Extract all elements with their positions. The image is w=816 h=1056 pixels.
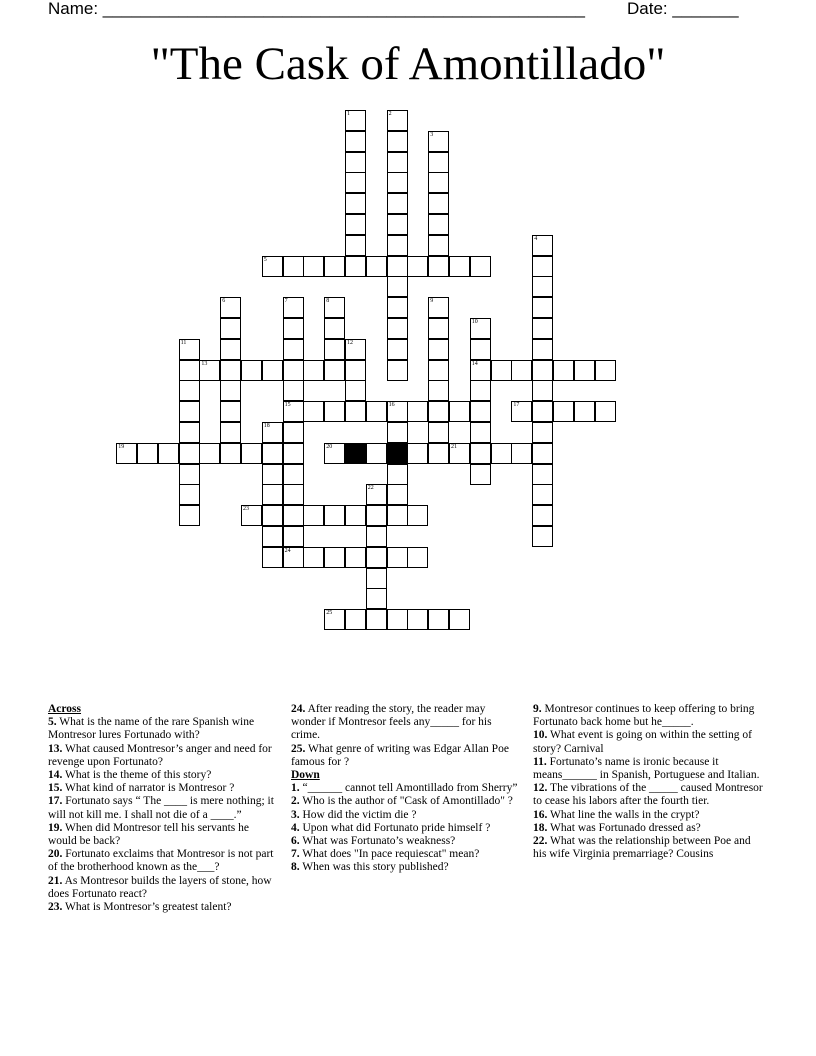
- clue-down-3: 3. How did the victim die ?: [291, 808, 417, 821]
- clue-across-17: 17. Fortunato says “ The ____ is mere nothing; it will not kill me. I shall not die of a ____.”: [48, 795, 274, 821]
- answer-cell[interactable]: [387, 339, 408, 360]
- answer-cell[interactable]: [345, 235, 366, 256]
- answer-cell[interactable]: [532, 505, 553, 526]
- answer-cell[interactable]: [179, 464, 200, 485]
- answer-cell[interactable]: [532, 297, 553, 318]
- answer-cell[interactable]: [387, 297, 408, 318]
- answer-cell[interactable]: [262, 547, 283, 568]
- answer-cell[interactable]: [220, 443, 241, 464]
- answer-cell[interactable]: [345, 401, 366, 422]
- answer-cell[interactable]: [262, 464, 283, 485]
- answer-cell[interactable]: [324, 339, 345, 360]
- clue-number: 23: [243, 506, 249, 513]
- answer-cell[interactable]: [387, 256, 408, 277]
- answer-cell[interactable]: [470, 339, 491, 360]
- answer-cell[interactable]: [428, 422, 449, 443]
- answer-cell[interactable]: [199, 443, 220, 464]
- clue-down-11: 11. Fortunato’s name is ironic because it means______ in Spanish, Portuguese and Italian.: [533, 755, 760, 782]
- answer-cell[interactable]: [262, 422, 283, 443]
- answer-cell[interactable]: [283, 339, 304, 360]
- answer-cell[interactable]: [387, 401, 408, 422]
- answer-cell[interactable]: [428, 172, 449, 193]
- shaded-cell: [387, 443, 408, 464]
- clue-across-5: 5. What is the name of the rare Spanish wine Montresor lures Fortunado with?: [48, 716, 255, 742]
- answer-cell[interactable]: [511, 360, 532, 381]
- answer-cell[interactable]: [387, 609, 408, 630]
- answer-cell[interactable]: [449, 443, 470, 464]
- answer-cell[interactable]: [387, 464, 408, 485]
- clue-number: 10: [471, 319, 478, 325]
- clue-number: 3: [430, 131, 434, 138]
- answer-cell[interactable]: [387, 110, 408, 131]
- answer-cell[interactable]: [283, 526, 304, 547]
- answer-cell[interactable]: [345, 360, 366, 381]
- answer-cell[interactable]: [428, 609, 449, 630]
- answer-cell[interactable]: [532, 235, 553, 256]
- clue-down-12: 12. The vibrations of the _____ caused Montresor to cease his labors after the fourth tier.: [533, 782, 763, 808]
- clue-across-14: 14. What is the theme of this story?: [48, 769, 212, 782]
- clue-down-9: 9. Montresor continues to keep offering to bring Fortunato back home but he_____.: [533, 703, 755, 729]
- answer-cell[interactable]: [262, 443, 283, 464]
- answer-cell[interactable]: [470, 443, 491, 464]
- answer-cell[interactable]: [532, 360, 553, 381]
- answer-cell[interactable]: [345, 339, 366, 360]
- answer-cell[interactable]: [428, 297, 449, 318]
- clue-down-6: 6. What was Fortunato’s weakness?: [291, 835, 456, 848]
- answer-cell[interactable]: [532, 443, 553, 464]
- answer-cell[interactable]: [303, 547, 324, 568]
- answer-cell[interactable]: [283, 401, 304, 422]
- clue-across-21: 21. As Montresor builds the layers of stone, how does Fortunato react?: [48, 874, 272, 900]
- clue-down-18: 18. What was Fortunado dressed as?: [533, 821, 701, 834]
- answer-cell[interactable]: [366, 443, 387, 464]
- answer-cell[interactable]: [324, 401, 345, 422]
- answer-cell[interactable]: [220, 339, 241, 360]
- answer-cell[interactable]: [345, 152, 366, 173]
- answer-cell[interactable]: [262, 505, 283, 526]
- answer-cell[interactable]: [428, 443, 449, 464]
- answer-cell[interactable]: [283, 443, 304, 464]
- answer-cell[interactable]: [241, 360, 262, 381]
- answer-cell[interactable]: [387, 360, 408, 381]
- answer-cell[interactable]: [387, 214, 408, 235]
- answer-cell[interactable]: [179, 422, 200, 443]
- answer-cell[interactable]: [324, 443, 345, 464]
- answer-cell[interactable]: [428, 401, 449, 422]
- answer-cell[interactable]: [345, 547, 366, 568]
- answer-cell[interactable]: [366, 588, 387, 609]
- clue-column-2: [291, 703, 519, 875]
- page-title: "The Cask of Amontillado": [150, 38, 666, 90]
- clue-number: 5: [263, 256, 267, 263]
- clue-number: 25: [326, 610, 333, 617]
- clue-across-25: 25. What genre of writing was Edgar Allan Poe famous for ?: [291, 742, 509, 768]
- clue-number: 22: [367, 485, 374, 492]
- answer-cell[interactable]: [345, 131, 366, 152]
- answer-cell[interactable]: [345, 505, 366, 526]
- answer-cell[interactable]: [345, 256, 366, 277]
- clue-down-8: 8. When was this story published?: [291, 861, 449, 874]
- clue-down-10: 10. What event is going on within the setting of story? Carnival: [533, 729, 752, 755]
- clue-number: 9: [430, 298, 434, 305]
- answer-cell[interactable]: [470, 401, 491, 422]
- answer-cell[interactable]: [387, 318, 408, 339]
- clue-across-24: 24. After reading the story, the reader may wonder if Montresor feels any_____ for his crime.: [291, 703, 492, 742]
- answer-cell[interactable]: [407, 505, 428, 526]
- answer-cell[interactable]: [303, 505, 324, 526]
- answer-cell[interactable]: [387, 276, 408, 297]
- answer-cell[interactable]: [532, 464, 553, 485]
- answer-cell[interactable]: [220, 422, 241, 443]
- answer-cell[interactable]: [283, 360, 304, 381]
- answer-cell[interactable]: [595, 401, 616, 422]
- clue-number: 6: [222, 298, 226, 305]
- answer-cell[interactable]: [345, 609, 366, 630]
- clue-down-2: 2. Who is the author of "Cask of Amontillado" ?: [291, 795, 513, 808]
- clue-number: 13: [201, 360, 208, 367]
- clue-down-4: 4. Upon what did Fortunato pride himself ?: [291, 821, 491, 834]
- answer-cell[interactable]: [470, 422, 491, 443]
- answer-cell[interactable]: [470, 380, 491, 401]
- answer-cell[interactable]: [366, 547, 387, 568]
- clue-across-15: 15. What kind of narrator is Montresor ?: [48, 782, 235, 795]
- answer-cell[interactable]: [532, 318, 553, 339]
- answer-cell[interactable]: [283, 505, 304, 526]
- answer-cell[interactable]: [553, 401, 574, 422]
- answer-cell[interactable]: [387, 547, 408, 568]
- answer-cell[interactable]: [179, 505, 200, 526]
- answer-cell[interactable]: [283, 464, 304, 485]
- answer-cell[interactable]: [574, 401, 595, 422]
- answer-cell[interactable]: [387, 152, 408, 173]
- answer-cell[interactable]: [428, 214, 449, 235]
- answer-cell[interactable]: [179, 360, 200, 381]
- clue-number: 14: [471, 360, 478, 367]
- answer-cell[interactable]: [532, 484, 553, 505]
- answer-cell[interactable]: [283, 318, 304, 339]
- answer-cell[interactable]: [366, 526, 387, 547]
- answer-cell[interactable]: [283, 422, 304, 443]
- down-heading: Down: [291, 769, 320, 782]
- answer-cell[interactable]: [283, 547, 304, 568]
- answer-cell[interactable]: [262, 484, 283, 505]
- answer-cell[interactable]: [407, 547, 428, 568]
- answer-cell[interactable]: [303, 401, 324, 422]
- clue-number: 8: [326, 298, 330, 305]
- clue-across-19: 19. When did Montresor tell his servants he would be back?: [48, 821, 250, 848]
- clue-number: 19: [118, 443, 125, 450]
- clue-number: 4: [534, 235, 538, 242]
- answer-cell[interactable]: [366, 401, 387, 422]
- answer-cell[interactable]: [303, 360, 324, 381]
- answer-cell[interactable]: [449, 401, 470, 422]
- clue-number: 11: [180, 339, 187, 346]
- answer-cell[interactable]: [324, 547, 345, 568]
- answer-cell[interactable]: [449, 609, 470, 630]
- answer-cell[interactable]: [283, 484, 304, 505]
- answer-cell[interactable]: [407, 256, 428, 277]
- clue-column-3: [533, 703, 765, 861]
- answer-cell[interactable]: [387, 235, 408, 256]
- name-field-label: Name: ___________________________________________________: [48, 0, 585, 18]
- shaded-cell: [345, 443, 366, 464]
- answer-cell[interactable]: [345, 172, 366, 193]
- answer-cell[interactable]: [324, 609, 345, 630]
- clue-column-1: [48, 703, 274, 914]
- answer-cell[interactable]: [491, 443, 512, 464]
- answer-cell[interactable]: [470, 318, 491, 339]
- answer-cell[interactable]: [387, 131, 408, 152]
- answer-cell[interactable]: [324, 360, 345, 381]
- answer-cell[interactable]: [407, 609, 428, 630]
- answer-cell[interactable]: [428, 193, 449, 214]
- answer-cell[interactable]: [387, 484, 408, 505]
- answer-cell[interactable]: [470, 464, 491, 485]
- answer-cell[interactable]: [532, 256, 553, 277]
- answer-cell[interactable]: [532, 380, 553, 401]
- answer-cell[interactable]: [283, 256, 304, 277]
- answer-cell[interactable]: [532, 339, 553, 360]
- answer-cell[interactable]: [428, 318, 449, 339]
- answer-cell[interactable]: [324, 256, 345, 277]
- clue-across-20: 20. Fortunato exclaims that Montresor is not part of the brotherhood known as the___?: [48, 848, 274, 874]
- answer-cell[interactable]: [220, 318, 241, 339]
- answer-cell[interactable]: [345, 193, 366, 214]
- answer-cell[interactable]: [532, 401, 553, 422]
- answer-cell[interactable]: [345, 110, 366, 131]
- answer-cell[interactable]: [511, 443, 532, 464]
- clue-down-7: 7. What does "In pace requiescat" mean?: [291, 848, 480, 861]
- answer-cell[interactable]: [220, 360, 241, 381]
- answer-cell[interactable]: [220, 297, 241, 318]
- answer-cell[interactable]: [283, 380, 304, 401]
- answer-cell[interactable]: [428, 256, 449, 277]
- clue-number: 17: [513, 402, 520, 409]
- answer-cell[interactable]: [428, 152, 449, 173]
- answer-cell[interactable]: [324, 505, 345, 526]
- answer-cell[interactable]: [241, 505, 262, 526]
- answer-cell[interactable]: [387, 172, 408, 193]
- answer-cell[interactable]: [366, 484, 387, 505]
- answer-cell[interactable]: [491, 360, 512, 381]
- answer-cell[interactable]: [366, 609, 387, 630]
- answer-cell[interactable]: [324, 318, 345, 339]
- answer-cell[interactable]: [532, 276, 553, 297]
- clue-number: 1: [347, 111, 350, 117]
- answer-cell[interactable]: [179, 484, 200, 505]
- answer-cell[interactable]: [366, 256, 387, 277]
- answer-cell[interactable]: [220, 380, 241, 401]
- answer-cell[interactable]: [428, 235, 449, 256]
- clue-number: 7: [284, 298, 288, 305]
- date-field-label: Date: _______: [627, 0, 739, 18]
- answer-cell[interactable]: [262, 360, 283, 381]
- answer-cell[interactable]: [262, 526, 283, 547]
- clue-number: 21: [451, 443, 457, 450]
- answer-cell[interactable]: [241, 443, 262, 464]
- answer-cell[interactable]: [179, 380, 200, 401]
- answer-cell[interactable]: [428, 131, 449, 152]
- answer-cell[interactable]: [407, 401, 428, 422]
- answer-cell[interactable]: [387, 193, 408, 214]
- clue-number: 12: [347, 339, 353, 346]
- clue-number: 2: [388, 111, 392, 117]
- answer-cell[interactable]: [262, 256, 283, 277]
- answer-cell[interactable]: [345, 380, 366, 401]
- answer-cell[interactable]: [179, 339, 200, 360]
- clue-number: 15: [284, 402, 291, 409]
- answer-cell[interactable]: [532, 526, 553, 547]
- answer-cell[interactable]: [179, 401, 200, 422]
- answer-cell[interactable]: [366, 505, 387, 526]
- answer-cell[interactable]: [303, 256, 324, 277]
- answer-cell[interactable]: [428, 380, 449, 401]
- clue-number: 20: [326, 443, 333, 450]
- answer-cell[interactable]: [553, 360, 574, 381]
- answer-cell[interactable]: [595, 360, 616, 381]
- clue-across-13: 13. What caused Montresor’s anger and need for revenge upon Fortunato?: [48, 742, 272, 768]
- answer-cell[interactable]: [428, 339, 449, 360]
- answer-cell[interactable]: [470, 256, 491, 277]
- clue-down-16: 16. What line the walls in the crypt?: [533, 808, 700, 821]
- answer-cell[interactable]: [511, 401, 532, 422]
- answer-cell[interactable]: [428, 360, 449, 381]
- answer-cell[interactable]: [199, 360, 220, 381]
- answer-cell[interactable]: [116, 443, 137, 464]
- answer-cell[interactable]: [366, 568, 387, 589]
- answer-cell[interactable]: [137, 443, 158, 464]
- answer-cell[interactable]: [449, 256, 470, 277]
- answer-cell[interactable]: [220, 401, 241, 422]
- across-heading: Across: [48, 703, 82, 715]
- clue-down-22: 22. What was the relationship between Poe and his wife Virginia premarriage? Cousins: [533, 835, 751, 861]
- clue-across-23: 23. What is Montresor’s greatest talent?: [48, 901, 232, 914]
- answer-cell[interactable]: [407, 443, 428, 464]
- answer-cell[interactable]: [387, 422, 408, 443]
- clue-number: 16: [388, 402, 395, 409]
- answer-cell[interactable]: [387, 505, 408, 526]
- answer-cell[interactable]: [283, 297, 304, 318]
- answer-cell[interactable]: [324, 297, 345, 318]
- clue-down-1: 1. “______ cannot tell Amontillado from Sherry”: [291, 782, 518, 795]
- clue-number: 18: [263, 423, 270, 429]
- answer-cell[interactable]: [532, 422, 553, 443]
- answer-cell[interactable]: [158, 443, 179, 464]
- answer-cell[interactable]: [345, 214, 366, 235]
- answer-cell[interactable]: [179, 443, 200, 464]
- clue-number: 24: [284, 547, 291, 554]
- answer-cell[interactable]: [470, 360, 491, 381]
- answer-cell[interactable]: [574, 360, 595, 381]
